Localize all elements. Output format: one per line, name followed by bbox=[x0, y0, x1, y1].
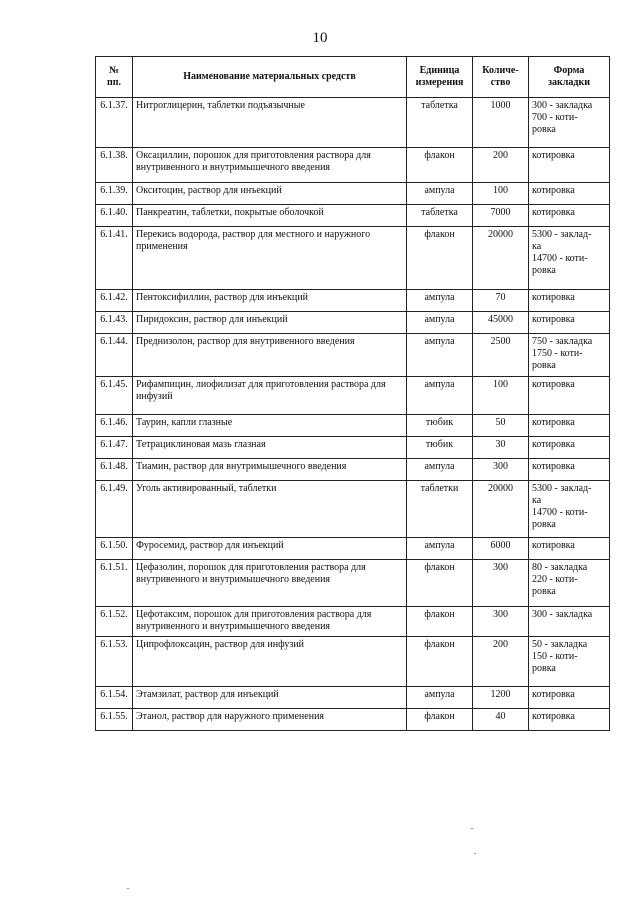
unit-of-measure: флакон bbox=[407, 709, 473, 731]
item-name: Фуросемид, раствор для инъекций bbox=[133, 538, 407, 560]
table-row bbox=[96, 312, 610, 334]
table-row bbox=[96, 205, 610, 227]
item-name: Панкреатин, таблетки, покрытые оболочкой bbox=[133, 205, 407, 227]
table-body bbox=[96, 98, 610, 731]
table-row bbox=[96, 437, 610, 459]
table-row bbox=[96, 709, 610, 731]
quantity: 300 bbox=[473, 560, 529, 607]
quantity: 40 bbox=[473, 709, 529, 731]
scan-speck bbox=[127, 888, 129, 889]
row-number: 6.1.55. bbox=[96, 709, 133, 731]
table-row bbox=[96, 227, 610, 290]
procurement-form: 80 - закладка 220 - коти- ровка bbox=[529, 560, 610, 607]
row-number: 6.1.53. bbox=[96, 637, 133, 687]
table-header bbox=[96, 57, 610, 98]
row-number: 6.1.42. bbox=[96, 290, 133, 312]
table-row bbox=[96, 637, 610, 687]
table-row bbox=[96, 538, 610, 560]
procurement-form: котировка bbox=[529, 709, 610, 731]
quantity: 50 bbox=[473, 415, 529, 437]
unit-of-measure: таблетка bbox=[407, 98, 473, 148]
unit-of-measure: таблетка bbox=[407, 205, 473, 227]
item-name: Пиридоксин, раствор для инъекций bbox=[133, 312, 407, 334]
item-name: Ципрофлоксацин, раствор для инфузий bbox=[133, 637, 407, 687]
table-row bbox=[96, 183, 610, 205]
quantity: 100 bbox=[473, 183, 529, 205]
row-number: 6.1.47. bbox=[96, 437, 133, 459]
row-number: 6.1.43. bbox=[96, 312, 133, 334]
row-number: 6.1.49. bbox=[96, 481, 133, 538]
unit-of-measure: ампула bbox=[407, 183, 473, 205]
procurement-form: котировка bbox=[529, 148, 610, 183]
header-num: № пп. bbox=[96, 57, 133, 98]
quantity: 30 bbox=[473, 437, 529, 459]
unit-of-measure: флакон bbox=[407, 227, 473, 290]
unit-of-measure: тюбик bbox=[407, 437, 473, 459]
quantity: 20000 bbox=[473, 227, 529, 290]
supply-table bbox=[95, 56, 610, 731]
procurement-form: 5300 - заклад- ка 14700 - коти- ровка bbox=[529, 227, 610, 290]
procurement-form: 300 - закладка 700 - коти- ровка bbox=[529, 98, 610, 148]
row-number: 6.1.39. bbox=[96, 183, 133, 205]
row-number: 6.1.48. bbox=[96, 459, 133, 481]
item-name: Уголь активированный, таблетки bbox=[133, 481, 407, 538]
unit-of-measure: флакон bbox=[407, 560, 473, 607]
header-name: Наименование материальных средств bbox=[133, 57, 407, 98]
quantity: 70 bbox=[473, 290, 529, 312]
item-name: Тетрациклиновая мазь глазная bbox=[133, 437, 407, 459]
header-row bbox=[96, 57, 610, 98]
row-number: 6.1.45. bbox=[96, 377, 133, 415]
quantity: 200 bbox=[473, 637, 529, 687]
table-row bbox=[96, 687, 610, 709]
row-number: 6.1.51. bbox=[96, 560, 133, 607]
item-name: Тиамин, раствор для внутримышечного введения bbox=[133, 459, 407, 481]
unit-of-measure: ампула bbox=[407, 290, 473, 312]
procurement-form: котировка bbox=[529, 437, 610, 459]
row-number: 6.1.38. bbox=[96, 148, 133, 183]
row-number: 6.1.50. bbox=[96, 538, 133, 560]
header-unit: Единица измерения bbox=[407, 57, 473, 98]
quantity: 300 bbox=[473, 459, 529, 481]
quantity: 1200 bbox=[473, 687, 529, 709]
procurement-form: котировка bbox=[529, 459, 610, 481]
header-qty: Количе- ство bbox=[473, 57, 529, 98]
item-name: Перекись водорода, раствор для местного и наружного применения bbox=[133, 227, 407, 290]
unit-of-measure: флакон bbox=[407, 637, 473, 687]
scan-speck bbox=[474, 853, 476, 854]
item-name: Цефотаксим, порошок для приготовления раствора для внутривенного и внутримышечного введения bbox=[133, 607, 407, 637]
procurement-form: котировка bbox=[529, 687, 610, 709]
quantity: 45000 bbox=[473, 312, 529, 334]
table-row bbox=[96, 481, 610, 538]
quantity: 200 bbox=[473, 148, 529, 183]
page-number: 10 bbox=[312, 30, 328, 46]
table-row bbox=[96, 334, 610, 377]
table-row bbox=[96, 290, 610, 312]
quantity: 1000 bbox=[473, 98, 529, 148]
row-number: 6.1.41. bbox=[96, 227, 133, 290]
unit-of-measure: таблетки bbox=[407, 481, 473, 538]
row-number: 6.1.54. bbox=[96, 687, 133, 709]
item-name: Таурин, капли глазные bbox=[133, 415, 407, 437]
unit-of-measure: ампула bbox=[407, 334, 473, 377]
quantity: 7000 bbox=[473, 205, 529, 227]
unit-of-measure: флакон bbox=[407, 607, 473, 637]
procurement-form: котировка bbox=[529, 538, 610, 560]
unit-of-measure: тюбик bbox=[407, 415, 473, 437]
row-number: 6.1.40. bbox=[96, 205, 133, 227]
row-number: 6.1.46. bbox=[96, 415, 133, 437]
unit-of-measure: ампула bbox=[407, 377, 473, 415]
quantity: 20000 bbox=[473, 481, 529, 538]
table-row bbox=[96, 148, 610, 183]
procurement-form: котировка bbox=[529, 290, 610, 312]
item-name: Этамзилат, раствор для инъекций bbox=[133, 687, 407, 709]
procurement-form: 300 - закладка bbox=[529, 607, 610, 637]
procurement-form: котировка bbox=[529, 377, 610, 415]
table-row bbox=[96, 98, 610, 148]
unit-of-measure: ампула bbox=[407, 538, 473, 560]
quantity: 2500 bbox=[473, 334, 529, 377]
unit-of-measure: ампула bbox=[407, 687, 473, 709]
procurement-form: котировка bbox=[529, 205, 610, 227]
row-number: 6.1.44. bbox=[96, 334, 133, 377]
procurement-form: 750 - закладка 1750 - коти- ровка bbox=[529, 334, 610, 377]
quantity: 300 bbox=[473, 607, 529, 637]
procurement-form: котировка bbox=[529, 415, 610, 437]
table-row bbox=[96, 560, 610, 607]
row-number: 6.1.52. bbox=[96, 607, 133, 637]
header-form: Форма закладки bbox=[529, 57, 610, 98]
table-row bbox=[96, 459, 610, 481]
table-row bbox=[96, 415, 610, 437]
procurement-form: котировка bbox=[529, 183, 610, 205]
item-name: Оксациллин, порошок для приготовления раствора для внутривенного и внутримышечного введения bbox=[133, 148, 407, 183]
item-name: Пентоксифиллин, раствор для инъекций bbox=[133, 290, 407, 312]
unit-of-measure: ампула bbox=[407, 312, 473, 334]
item-name: Этанол, раствор для наружного применения bbox=[133, 709, 407, 731]
unit-of-measure: флакон bbox=[407, 148, 473, 183]
item-name: Цефазолин, порошок для приготовления раствора для внутривенного и внутримышечного введения bbox=[133, 560, 407, 607]
scan-speck bbox=[471, 828, 473, 829]
item-name: Преднизолон, раствор для внутривенного введения bbox=[133, 334, 407, 377]
item-name: Нитроглицерин, таблетки подъязычные bbox=[133, 98, 407, 148]
quantity: 6000 bbox=[473, 538, 529, 560]
unit-of-measure: ампула bbox=[407, 459, 473, 481]
row-number: 6.1.37. bbox=[96, 98, 133, 148]
table-row bbox=[96, 377, 610, 415]
table-row bbox=[96, 607, 610, 637]
item-name: Окситоцин, раствор для инъекций bbox=[133, 183, 407, 205]
procurement-form: 50 - закладка 150 - коти- ровка bbox=[529, 637, 610, 687]
procurement-form: котировка bbox=[529, 312, 610, 334]
procurement-form: 5300 - заклад- ка 14700 - коти- ровка bbox=[529, 481, 610, 538]
item-name: Рифампицин, лиофилизат для приготовления раствора для инфузий bbox=[133, 377, 407, 415]
quantity: 100 bbox=[473, 377, 529, 415]
